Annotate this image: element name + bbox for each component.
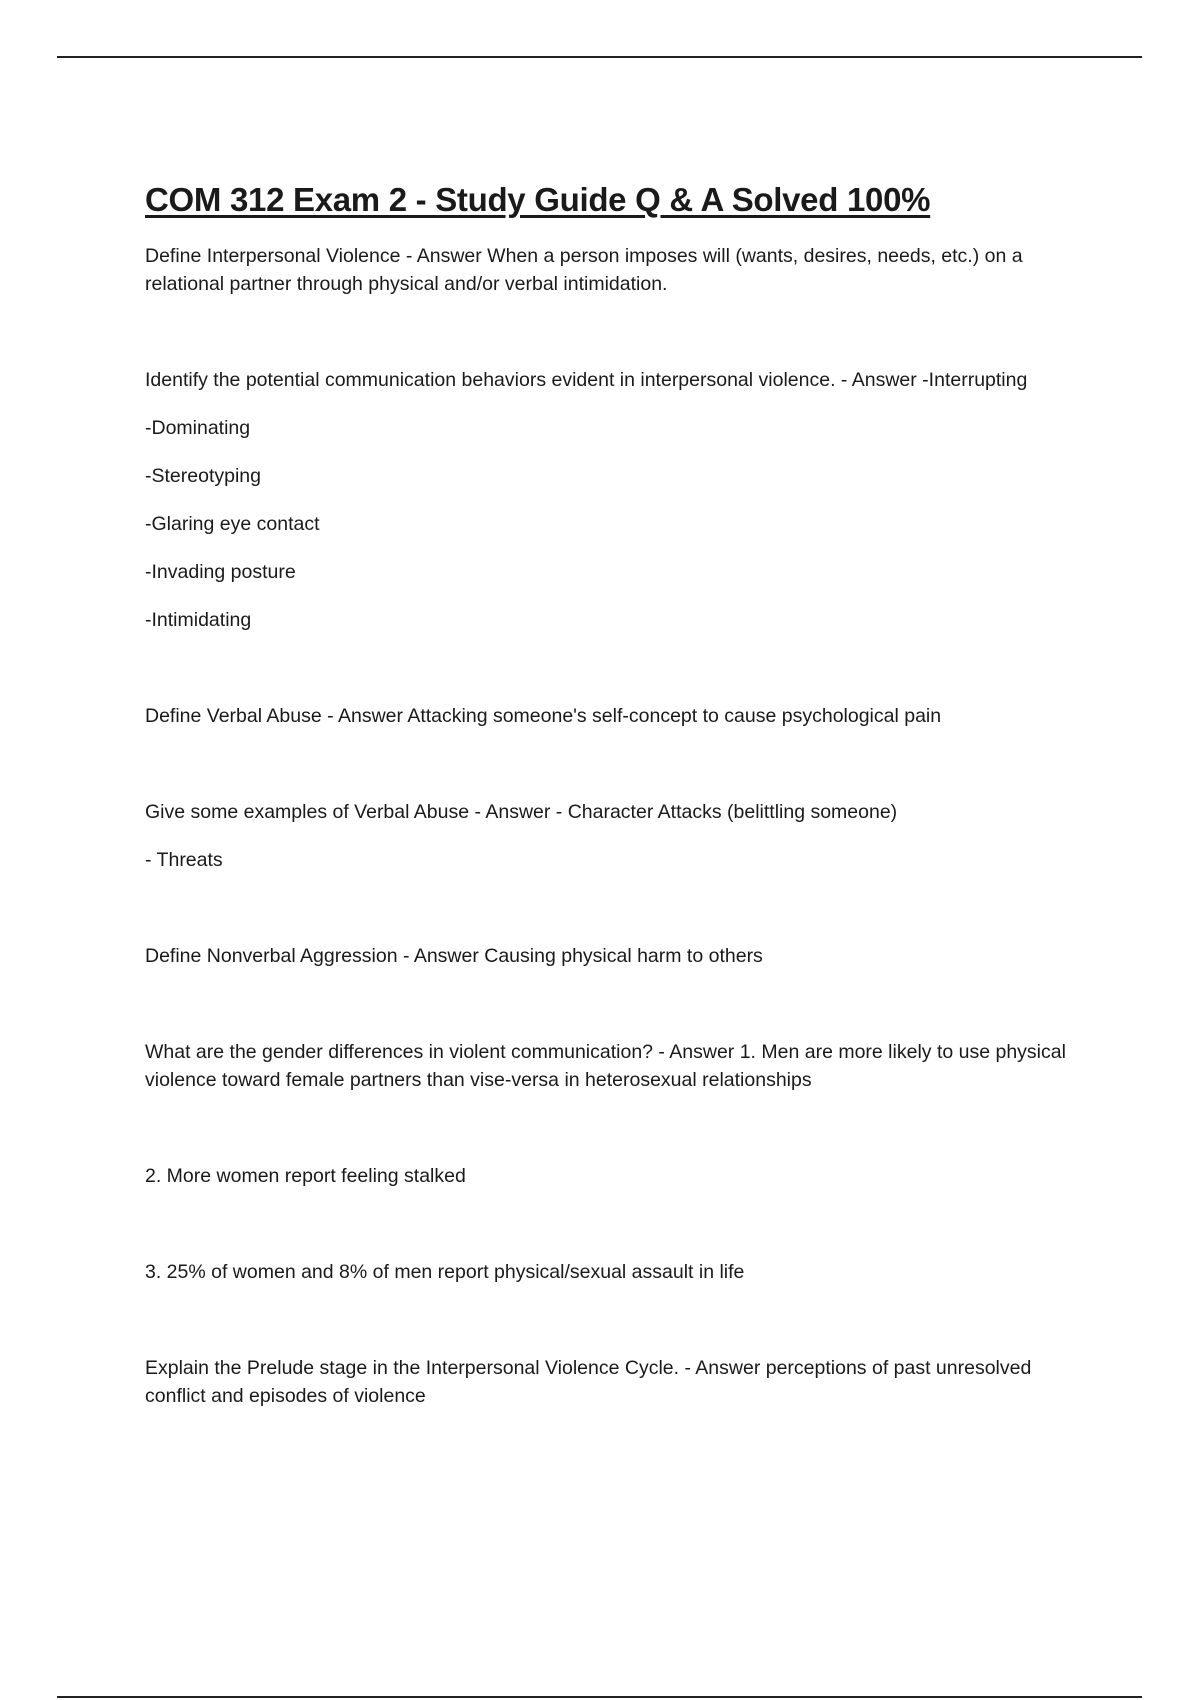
list-item: -Intimidating (145, 609, 252, 631)
gender-point-2: 2. More women report feeling stalked (145, 1165, 466, 1187)
list-item: -Stereotyping (145, 465, 261, 487)
qa-gender-differences: What are the gender differences in violent communication? - Answer 1. Men are more likely to use physical violence toward female partners than vise-versa in heterosexual relationships (145, 1041, 1066, 1091)
document-body (145, 178, 1090, 1410)
list-item: - Threats (145, 849, 223, 871)
qa-interpersonal-violence: Define Interpersonal Violence - Answer When a person imposes will (wants, desires, needs, etc.) on a relational partner through physical and/or verbal intimidation. (145, 245, 1023, 295)
list-item: -Glaring eye contact (145, 513, 320, 535)
qa-verbal-abuse-examples: Give some examples of Verbal Abuse - Answer - Character Attacks (belittling someone) (145, 801, 898, 823)
gender-point-3: 3. 25% of women and 8% of men report physical/sexual assault in life (145, 1261, 745, 1283)
qa-prelude-stage: Explain the Prelude stage in the Interpersonal Violence Cycle. - Answer perceptions of past unresolved conflict and episodes of violence (145, 1357, 1032, 1407)
qa-verbal-abuse: Define Verbal Abuse - Answer Attacking someone's self-concept to cause psychological pain (145, 705, 942, 727)
qa-nonverbal-aggression: Define Nonverbal Aggression - Answer Causing physical harm to others (145, 945, 763, 967)
document-title: COM 312 Exam 2 - Study Guide Q & A Solved 100% (145, 181, 931, 218)
list-item: -Dominating (145, 417, 251, 439)
top-rule (57, 56, 1142, 58)
qa-communication-behaviors: Identify the potential communication behaviors evident in interpersonal violence. - Answer -Interrupting (145, 369, 1028, 391)
list-item: -Invading posture (145, 561, 296, 583)
bottom-rule (57, 1696, 1142, 1698)
